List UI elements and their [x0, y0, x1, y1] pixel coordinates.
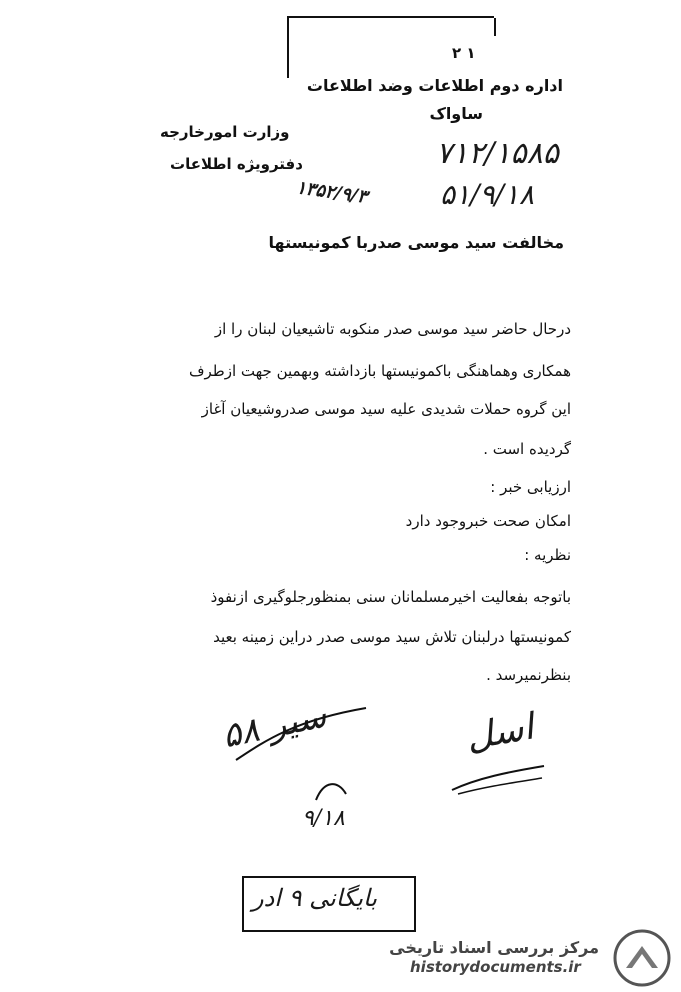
- agency-line: ساواک: [429, 104, 483, 123]
- opinion-line-2: کمونیستها درلبنان تلاش سید موسی صدر دراین زمینه بعید: [213, 628, 571, 646]
- watermark-org: مرکز بررسی اسناد تاریخی: [389, 938, 599, 957]
- typed-date: ۱۳۵۲/۹/۳: [294, 177, 369, 208]
- top-box-numbers: ۲ ۱: [452, 44, 476, 62]
- assessment-label: ارزیابی خبر :: [490, 478, 571, 496]
- assessment-text: امکان صحت خبروجود دارد: [405, 512, 571, 530]
- body-line-2: همکاری وهماهنگی باکمونیستها بازداشته وبهمین جهت ازطرف: [188, 362, 571, 380]
- watermark-logo-icon: [612, 928, 672, 988]
- handwritten-note-left: سیر ۵۸: [218, 695, 330, 757]
- body-line-1: درحال حاضر سید موسی صدر منکوبه تاشیعیان لبنان را از: [214, 320, 571, 338]
- department-line: اداره دوم اطلاعات وضد اطلاعات: [306, 76, 563, 95]
- opinion-label: نظریه :: [524, 546, 571, 564]
- handwritten-date: ۹/۱۸: [302, 806, 345, 831]
- signature-stroke-left: [216, 700, 376, 770]
- bottom-stamp-text: بایگانی ۹ ادر: [252, 884, 378, 912]
- opinion-line-3: بنظرنمیرسد .: [486, 666, 571, 684]
- body-line-3: این گروه حملات شدیدی علیه سید موسی صدروشیعیان آغاز: [201, 400, 571, 418]
- reference-number: ۷۱۲/۱۵۸۵: [436, 136, 559, 171]
- handwritten-mark: [312, 776, 352, 806]
- opinion-line-1: باتوجه بفعالیت اخیرمسلمانان سنی بمنظورجلوگیری ازنفوذ: [210, 588, 571, 606]
- handwritten-note-right: اسل: [462, 706, 537, 759]
- reference-date: ۵۱/۹/۱۸: [440, 178, 535, 211]
- signature-stroke-right: [448, 760, 548, 800]
- sender-office: دفترویژه اطلاعات: [170, 155, 303, 173]
- subject-line: مخالفت سید موسی صدربا کمونیستها: [268, 233, 564, 252]
- sender-ministry: وزارت امورخارجه: [160, 123, 290, 141]
- body-line-4: گردیده است .: [483, 440, 571, 458]
- watermark-url: historydocuments.ir: [410, 958, 581, 976]
